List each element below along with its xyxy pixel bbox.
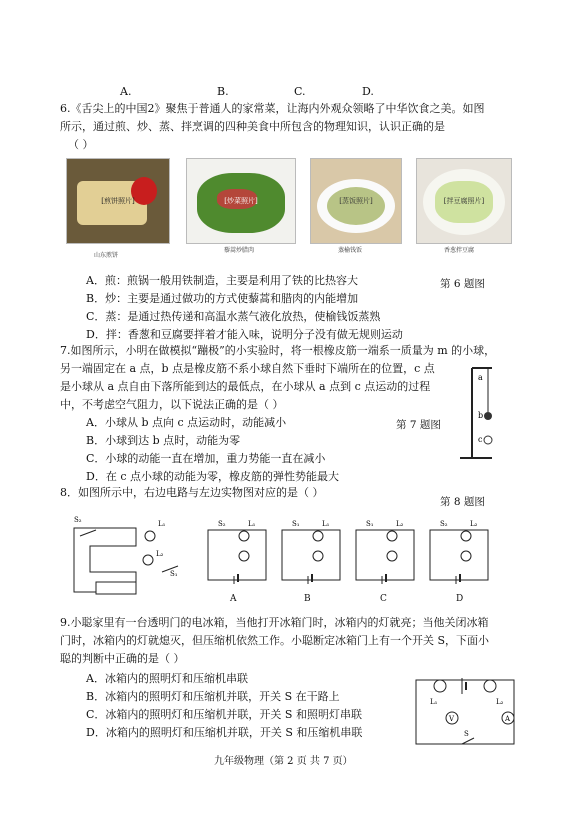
q5-option-b: B. [217,85,229,98]
q8-d-l2: L₂ [470,520,478,528]
q9-l2: L₂ [496,698,504,706]
q9-option-a: A．冰箱内的照明灯和压缩机串联 [86,672,248,685]
q8-a-s2: S₂ [218,520,226,528]
q9-circuit-figure [410,672,520,748]
q6-option-a: A．煎：煎锅一般用铁制造，主要是利用了铁的比热容大 [86,274,358,287]
q7-stem-line-1: 7.如图所示，小明在做模拟“蹦极”的小实验时，将一根橡皮筋一端系一质量为 m 的小球， [60,344,496,357]
q6-option-c: C．蒸：是通过热传递和高温水蒸气液化放热，使榆钱饭蒸熟 [86,310,381,323]
q7-option-a: A．小球从 b 点向 c 点运动时，动能减小 [86,416,287,429]
q8-c-l2: L₂ [396,520,404,528]
q7-stem-line-2: 另一端固定在 a 点，b 点是橡皮筋不系小球自然下垂时下端所在的位置，c 点 [60,362,435,375]
q8-circuit-options [200,516,500,608]
q6-stem-line-2: 所示，通过煎、炒、蒸、拌烹调的四种美食中所包含的物理知识，认识正确的是 [60,120,445,133]
q8-figure-label: 第 8 题图 [440,496,485,508]
page-footer: 九年级物理（第 2 页 共 7 页） [214,756,353,767]
photo-stirfry [186,158,296,244]
caption-tofu: 香葱拌豆腐 [444,247,475,254]
q8-circuit-a [204,516,270,586]
photo-placeholder-4: [拌豆腐照片] [443,197,485,205]
q7-option-c: C．小球的动能一直在增加，重力势能一直在减小 [86,452,326,465]
q8-physical-circuit [66,512,196,608]
q9-stem-line-2: 门时，冰箱内的灯就熄灭，但压缩机依然工作。小聪断定冰箱门上有一个开关 S，下面小 [60,634,490,647]
q9-l1: L₁ [430,698,438,706]
q8-phys-l2: L₂ [156,550,164,558]
q9-option-d: D．冰箱内的照明灯和压缩机并联，开关 S 和压缩机串联 [86,726,363,739]
photo-steamed-rice [310,158,402,244]
q6-option-b: B．炒：主要是通过做功的方式使藜蒿和腊肉的内能增加 [86,292,359,305]
q8-circuit-c [352,516,418,586]
q9-stem-line-3: 聪的判断中正确的是（ ） [60,652,185,665]
q6-option-d: D．拌：香葱和豆腐要拌着才能入味，说明分子没有做无规则运动 [86,328,403,341]
photo-placeholder-2: [炒菜照片] [224,197,258,205]
caption-stirfry: 藜蒿炒腊肉 [224,247,255,254]
q9-option-c: C．冰箱内的照明灯和压缩机并联，开关 S 和照明灯串联 [86,708,362,721]
q9-s: S [464,730,469,738]
photo-pancake [66,158,170,244]
q7-option-d: D．在 c 点小球的动能为零，橡皮筋的弹性势能最大 [86,470,339,483]
q7-option-b: B．小球到达 b 点时，动能为零 [86,434,241,447]
q9-stem-line-1: 9.小聪家里有一台透明门的电冰箱，当他打开冰箱门时，冰箱内的灯就亮；当他关闭冰箱 [60,616,489,629]
caption-pancake: 山东煎饼 [94,252,119,259]
caption-steamed-rice: 蒸榆钱饭 [338,247,363,254]
q6-stem-line-1: 6.《舌尖上的中国2》聚焦于普通人的家常菜，让海内外观众领略了中华饮食之美。如图 [60,102,485,115]
q8-b-s1: S₁ [292,520,300,528]
q6-stem-line-3: （ ） [68,138,94,151]
q8-stem: 8．如图所示中，右边电路与左边实物图对应的是（ ） [60,486,324,499]
q8-circuit-d [426,516,492,586]
q5-option-c: C. [294,85,306,98]
q7-point-b: b [478,411,484,420]
q8-letter-c: C [380,594,387,604]
q7-point-c: c [478,435,483,444]
q8-c-s1: S₁ [366,520,374,528]
q6-figure-label: 第 6 题图 [440,278,485,290]
q9-option-b: B．冰箱内的照明灯和压缩机并联，开关 S 在干路上 [86,690,340,703]
photo-tofu [416,158,512,244]
q8-phys-s2: S₂ [74,516,82,524]
q7-stem-line-3: 是小球从 a 点自由下落所能到达的最低点，在小球从 a 点到 c 点运动的过程 [60,380,431,393]
q8-b-l1: L₁ [322,520,330,528]
q7-bungee-figure [448,364,518,464]
q5-option-d: D. [362,85,374,98]
q8-a-l1: L₁ [248,520,256,528]
q8-phys-s1: S₁ [170,570,178,578]
photo-placeholder-3: [蒸饭照片] [339,197,373,205]
photo-placeholder-1: [煎饼照片] [101,197,135,205]
q8-phys-l1: L₁ [158,520,166,528]
q7-figure-label: 第 7 题图 [396,419,441,431]
q7-point-a: a [478,373,483,382]
q7-stem-line-4: 中，不考虑空气阻力，以下说法正确的是（ ） [60,398,284,411]
q8-letter-a: A [230,594,237,604]
q8-letter-d: D [456,594,464,604]
q8-d-s2: S₂ [440,520,448,528]
q8-circuit-b [278,516,344,586]
q8-letter-b: B [304,594,311,604]
q9-v: V [449,715,455,723]
q9-a: A [505,715,511,723]
q5-option-a: A. [120,85,132,98]
